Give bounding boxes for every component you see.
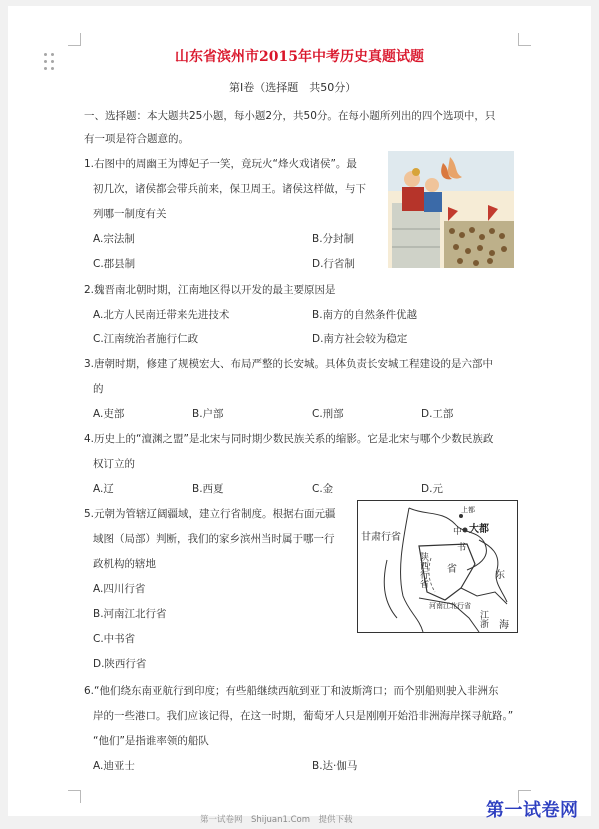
map-label-sheng: 省	[447, 564, 457, 575]
question-3-option-a: A.吏部	[93, 408, 125, 420]
question-6-option-a: A.迪亚士	[93, 760, 135, 772]
margin-corner-mark	[518, 33, 531, 46]
question-3-stem: 的	[93, 383, 104, 395]
question-6-option-b: B.达·伽马	[312, 760, 358, 772]
question-1-stem: 初几次，诸侯都会带兵前来，保卫周王。诸侯这样做，与下	[93, 183, 366, 195]
section-heading: 第Ⅰ卷（选择题 共50分）	[229, 81, 357, 94]
question-5-option-c: C.中书省	[93, 633, 136, 645]
question-3-option-b: B.户部	[192, 408, 224, 420]
question-3-option-d: D.工部	[421, 408, 454, 420]
beacon-fire-illustration	[388, 151, 514, 268]
question-1-stem: 1.右图中的周幽王为博妃子一笑，竟玩火“烽火戏诸侯”。最	[84, 158, 357, 170]
map-label-dadu: 大都	[469, 524, 489, 535]
question-2-option-d: D.南方社会较为稳定	[312, 333, 408, 345]
question-5-option-a: A.四川行省	[93, 583, 146, 595]
question-6-stem: “他们”是指谁率领的船队	[93, 735, 209, 747]
question-1-option-b: B.分封制	[312, 233, 355, 245]
question-5-stem: 政机构的辖地	[93, 558, 156, 570]
map-label-dong: 东	[495, 570, 505, 581]
question-1-option-a: A.宗法制	[93, 233, 135, 245]
instructions-line: 一、选择题：本大题共25小题，每小题2分，共50分。在每小题所列出的四个选项中，只	[84, 110, 496, 122]
margin-corner-mark	[68, 33, 81, 46]
question-3-stem: 3.唐朝时期，修建了规模宏大、布局严整的长安城。具体负责长安城工程建设的是六部中	[84, 358, 494, 370]
footer-source-text: 第一试卷网 Shijuan1.Com 提供下载	[200, 815, 353, 825]
margin-corner-mark	[68, 790, 81, 803]
question-4-stem: 权订立的	[93, 458, 135, 470]
question-6-stem: 岸的一些港口。我们应该记得，在这一时期，葡萄牙人只是刚刚开始沿非洲海岸探寻航路。”	[93, 710, 514, 722]
map-label-jiangzhe: 江浙	[478, 610, 488, 628]
question-5-option-b: B.河南江北行省	[93, 608, 167, 620]
question-4-option-c: C.金	[312, 483, 334, 495]
question-4-option-a: A.辽	[93, 483, 114, 495]
question-5-stem: 域图（局部）判断，我们的家乡滨州当时属于哪一行	[93, 533, 335, 545]
question-3-option-c: C.刑部	[312, 408, 344, 420]
map-label-gansu: 甘肃行省	[361, 532, 401, 543]
question-1-option-c: C.郡县制	[93, 258, 136, 270]
question-2-option-a: A.北方人民南迁带来先进技术	[93, 309, 230, 321]
map-label-hai: 海	[499, 620, 509, 631]
question-2-stem: 2.魏晋南北朝时期，江南地区得以开发的最主要原因是	[84, 284, 336, 296]
question-2-option-b: B.南方的自然条件优越	[312, 309, 418, 321]
question-4-option-d: D.元	[421, 483, 443, 495]
site-logo[interactable]: 第一试卷网	[486, 800, 579, 821]
document-title: 山东省滨州市2015年中考历史真题试题	[175, 49, 424, 65]
map-label-zhong: 中	[453, 527, 463, 537]
question-2-option-c: C.江南统治者施行仁政	[93, 333, 199, 345]
question-4-stem: 4.历史上的“澶渊之盟”是北宋与同时期少数民族关系的缩影。它是北宋与哪个少数民族政	[84, 433, 494, 445]
question-1-stem: 列哪一制度有关	[93, 208, 167, 220]
question-5-option-d: D.陕西行省	[93, 658, 147, 670]
map-label-shu: 书	[457, 543, 467, 553]
map-label-henan: 河南江北行省	[429, 602, 471, 610]
question-6-stem: 6.“他们绕东南亚航行到印度；有些船继续西航到亚丁和波斯湾口；而个别船则驶入非洲东	[84, 685, 499, 697]
instructions-line: 有一项是符合题意的。	[84, 133, 189, 145]
map-label-shangdu: 上都	[461, 506, 475, 514]
map-label-shaanxi: 陕西行省	[418, 552, 428, 588]
question-4-option-b: B.西夏	[192, 483, 224, 495]
question-5-stem: 5.元朝为管辖辽阔疆域，建立行省制度。根据右面元疆	[84, 508, 336, 520]
yuan-dynasty-map	[357, 500, 518, 633]
question-1-option-d: D.行省制	[312, 258, 355, 270]
